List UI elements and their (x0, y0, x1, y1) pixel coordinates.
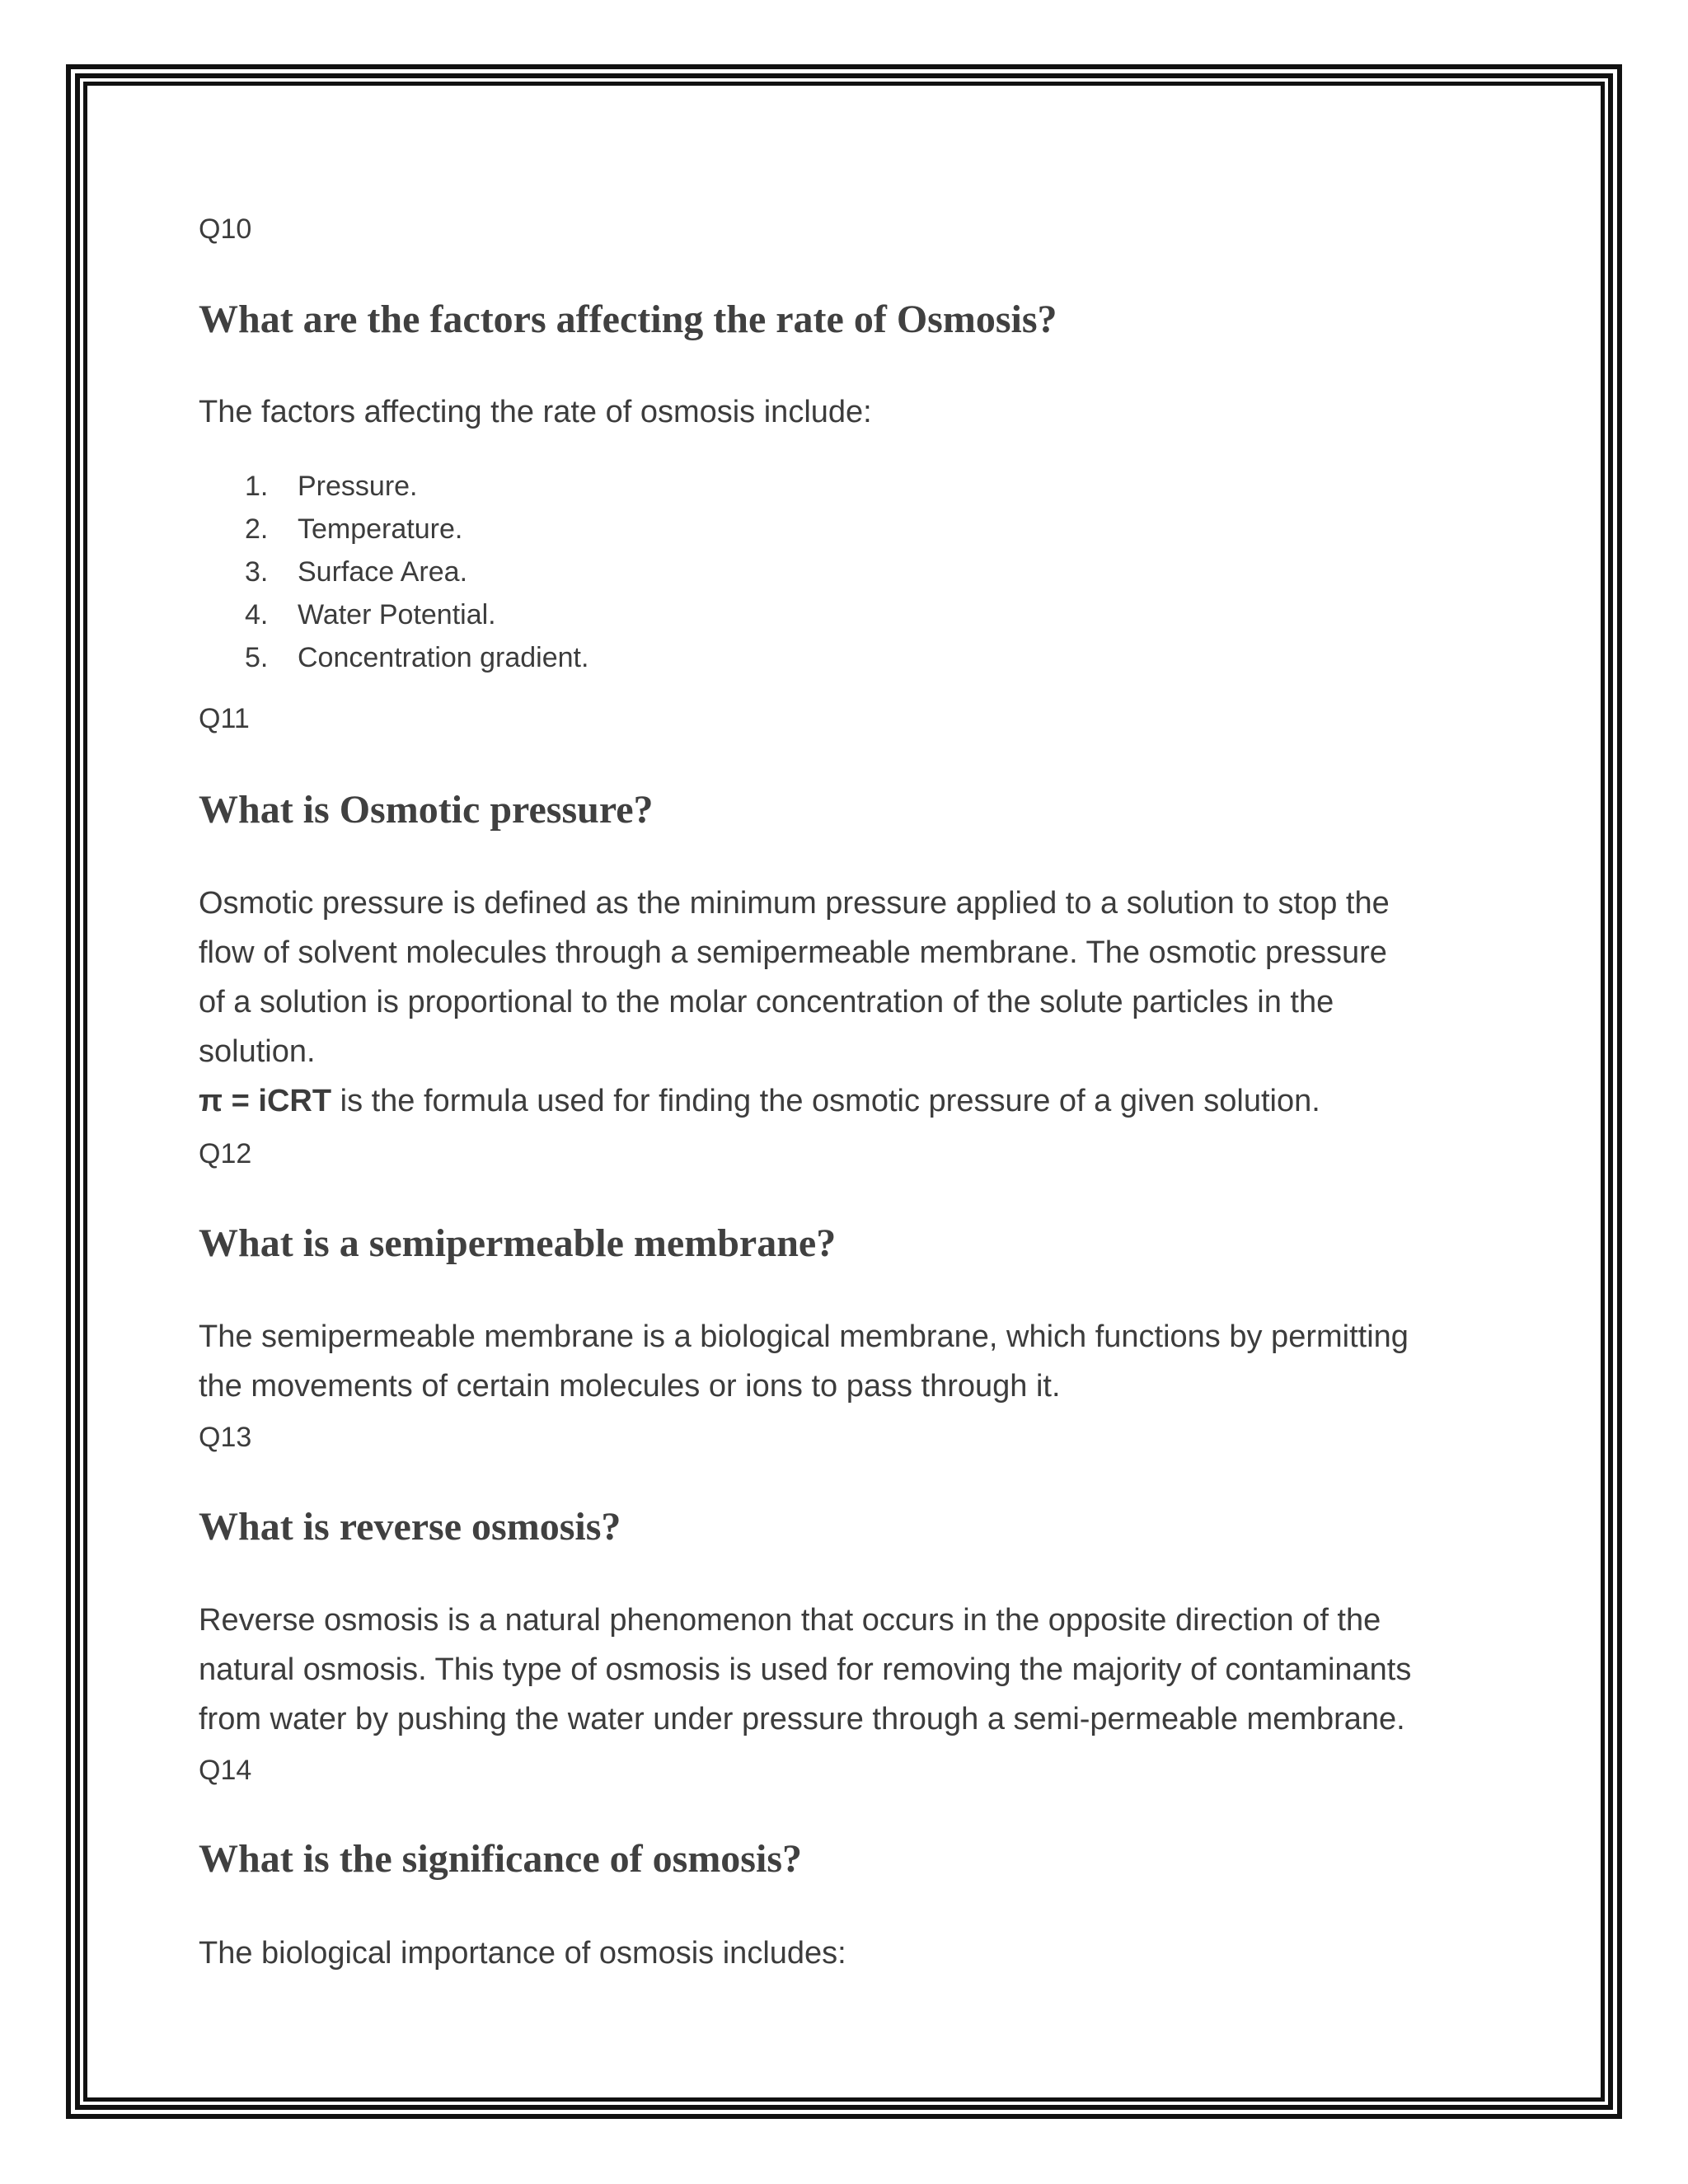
answer-paragraph-q12: The semipermeable membrane is a biological membrane, which functions by permitting the movements of certain molecules or ions to pass through it. (199, 1319, 1409, 1404)
question-label-q14: Q14 (199, 1755, 252, 1786)
question-heading-q11: What is Osmotic pressure? (199, 788, 654, 832)
question-label-q13: Q13 (199, 1422, 252, 1453)
question-label-q10: Q10 (199, 213, 252, 245)
answer-intro-q14: The biological importance of osmosis includes: (199, 1936, 846, 1971)
question-label-q12: Q12 (199, 1138, 252, 1169)
question-label-q11: Q11 (199, 703, 250, 734)
formula-line: π = iCRT is the formula used for finding the osmotic pressure of a given solution. (199, 1084, 1320, 1118)
osmotic-pressure-formula: π = iCRT (199, 1084, 332, 1118)
answer-paragraph-q11: Osmotic pressure is defined as the minimum pressure applied to a solution to stop the flow of solvent molecules through a semipermeable membrane. The osmotic pressure of a solution is proportional to the molar concentration of the solute particles in the solution. π = iCRT is the formula used for finding the osmotic pressure of a given solution. (199, 879, 1390, 1126)
list-item: 4. Water Potential. (245, 599, 496, 630)
list-item: 3. Surface Area. (245, 556, 468, 588)
factors-list (199, 465, 588, 679)
question-heading-q14: What is the significance of osmosis? (199, 1837, 802, 1881)
list-item: 1. Pressure. (245, 471, 418, 502)
question-heading-q10: What are the factors affecting the rate of Osmosis? (199, 298, 1057, 341)
question-heading-q12: What is a semipermeable membrane? (199, 1221, 837, 1265)
answer-paragraph-q13: Reverse osmosis is a natural phenomenon that occurs in the opposite direction of the natural osmosis. This type of osmosis is used for removing the majority of contaminants from water by pushing the water under pressure through a semi-permeable membrane. (199, 1603, 1412, 1736)
list-item: 2. Temperature. (245, 513, 463, 545)
question-heading-q13: What is reverse osmosis? (199, 1505, 621, 1549)
list-item: 5. Concentration gradient. (245, 642, 589, 673)
answer-intro-q10: The factors affecting the rate of osmosis include: (199, 395, 872, 429)
